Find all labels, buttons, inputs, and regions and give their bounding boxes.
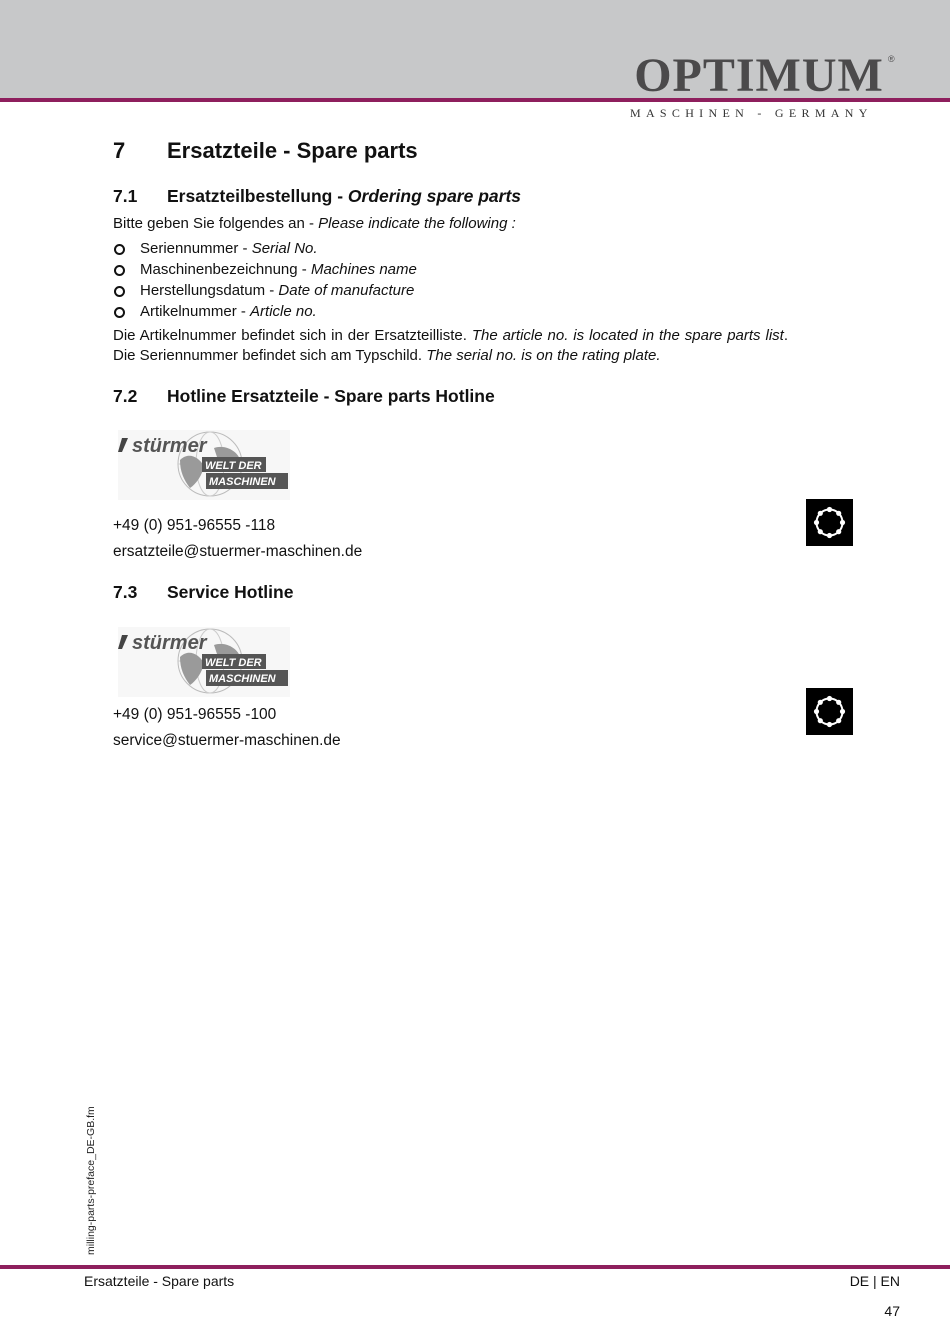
bullet-icon [114, 307, 125, 318]
bullet-icon [114, 265, 125, 276]
stuermer-wordmark: stürmer [132, 435, 207, 457]
service-phone: +49 (0) 951-96555 -100 [113, 706, 277, 723]
stuermer-line1: WELT DER [205, 460, 262, 472]
telephone-dial-icon [806, 688, 853, 735]
stuermer-wordmark: stürmer [132, 632, 207, 654]
footer-rule [0, 1265, 950, 1269]
para-de-2: . Die Seriennummer befindet sich am Typschild. [113, 327, 788, 364]
page-number: 47 [884, 1303, 900, 1319]
item-en: Serial No. [251, 240, 318, 257]
footer-chapter: Ersatzteile - Spare parts [84, 1273, 235, 1289]
ordering-list [113, 238, 417, 322]
bullet-icon [114, 244, 125, 255]
list-item [113, 301, 417, 322]
spare-email[interactable]: ersatzteile@stuermer-maschinen.de [113, 543, 363, 560]
item-de: Artikelnummer - [140, 303, 251, 320]
item-de: Seriennummer - [140, 240, 252, 257]
item-en: Article no. [250, 303, 317, 320]
intro-de: Bitte geben Sie folgendes an - [113, 215, 319, 232]
stuermer-line2: MASCHINEN [209, 673, 276, 685]
optimum-logo: OPTIMUM [634, 49, 884, 102]
stuermer-line2: MASCHINEN [209, 476, 276, 488]
stuermer-logo [118, 430, 290, 500]
ordering-paragraph [113, 326, 788, 366]
para-en-2: The serial no. is on the rating plate. [426, 347, 661, 364]
ordering-heading [113, 186, 521, 207]
service-email[interactable]: service@stuermer-maschinen.de [113, 732, 341, 749]
list-item [113, 238, 417, 259]
ordering-intro [113, 213, 516, 234]
para-de-1: Die Artikelnummer befindet sich in der Ersatzteilliste. [113, 327, 472, 344]
ordering-title-sep: - [332, 186, 348, 206]
telephone-dial-icon [806, 499, 853, 546]
service-hotline-heading [113, 582, 293, 603]
stuermer-line1: WELT DER [205, 657, 262, 669]
list-item [113, 259, 417, 280]
section-heading [113, 138, 418, 164]
spare-hotline-number: 7.2 [113, 386, 138, 406]
spare-hotline-heading [113, 386, 495, 407]
ordering-title-en: Ordering spare parts [347, 186, 522, 206]
list-item [113, 280, 417, 301]
footer-language: DE | EN [849, 1273, 900, 1289]
section-number: 7 [113, 138, 126, 163]
stuermer-logo [118, 627, 290, 697]
intro-en: Please indicate the following : [318, 215, 516, 232]
service-hotline-number: 7.3 [113, 582, 138, 602]
logo-tagline: MASCHINEN - GERMANY [630, 106, 873, 120]
spare-hotline-title: Hotline Ersatzteile - Spare parts Hotline [167, 386, 495, 406]
spare-phone: +49 (0) 951-96555 -118 [113, 517, 276, 534]
para-en-1: The article no. is located in the spare parts list [471, 327, 784, 344]
service-hotline-title: Service Hotline [167, 582, 294, 602]
item-en: Machines name [310, 261, 417, 278]
bullet-icon [114, 286, 125, 297]
section-title: Ersatzteile - Spare parts [167, 138, 418, 163]
ordering-title-de: Ersatzteilbestellung [167, 186, 333, 206]
item-de: Herstellungsdatum - [140, 282, 279, 299]
source-file-note: milling-parts-preface_DE-GB.fm [85, 1106, 97, 1255]
item-de: Maschinenbezeichnung - [140, 261, 311, 278]
registered-mark: ® [888, 54, 895, 64]
item-en: Date of manufacture [278, 282, 415, 299]
ordering-number: 7.1 [113, 186, 138, 206]
